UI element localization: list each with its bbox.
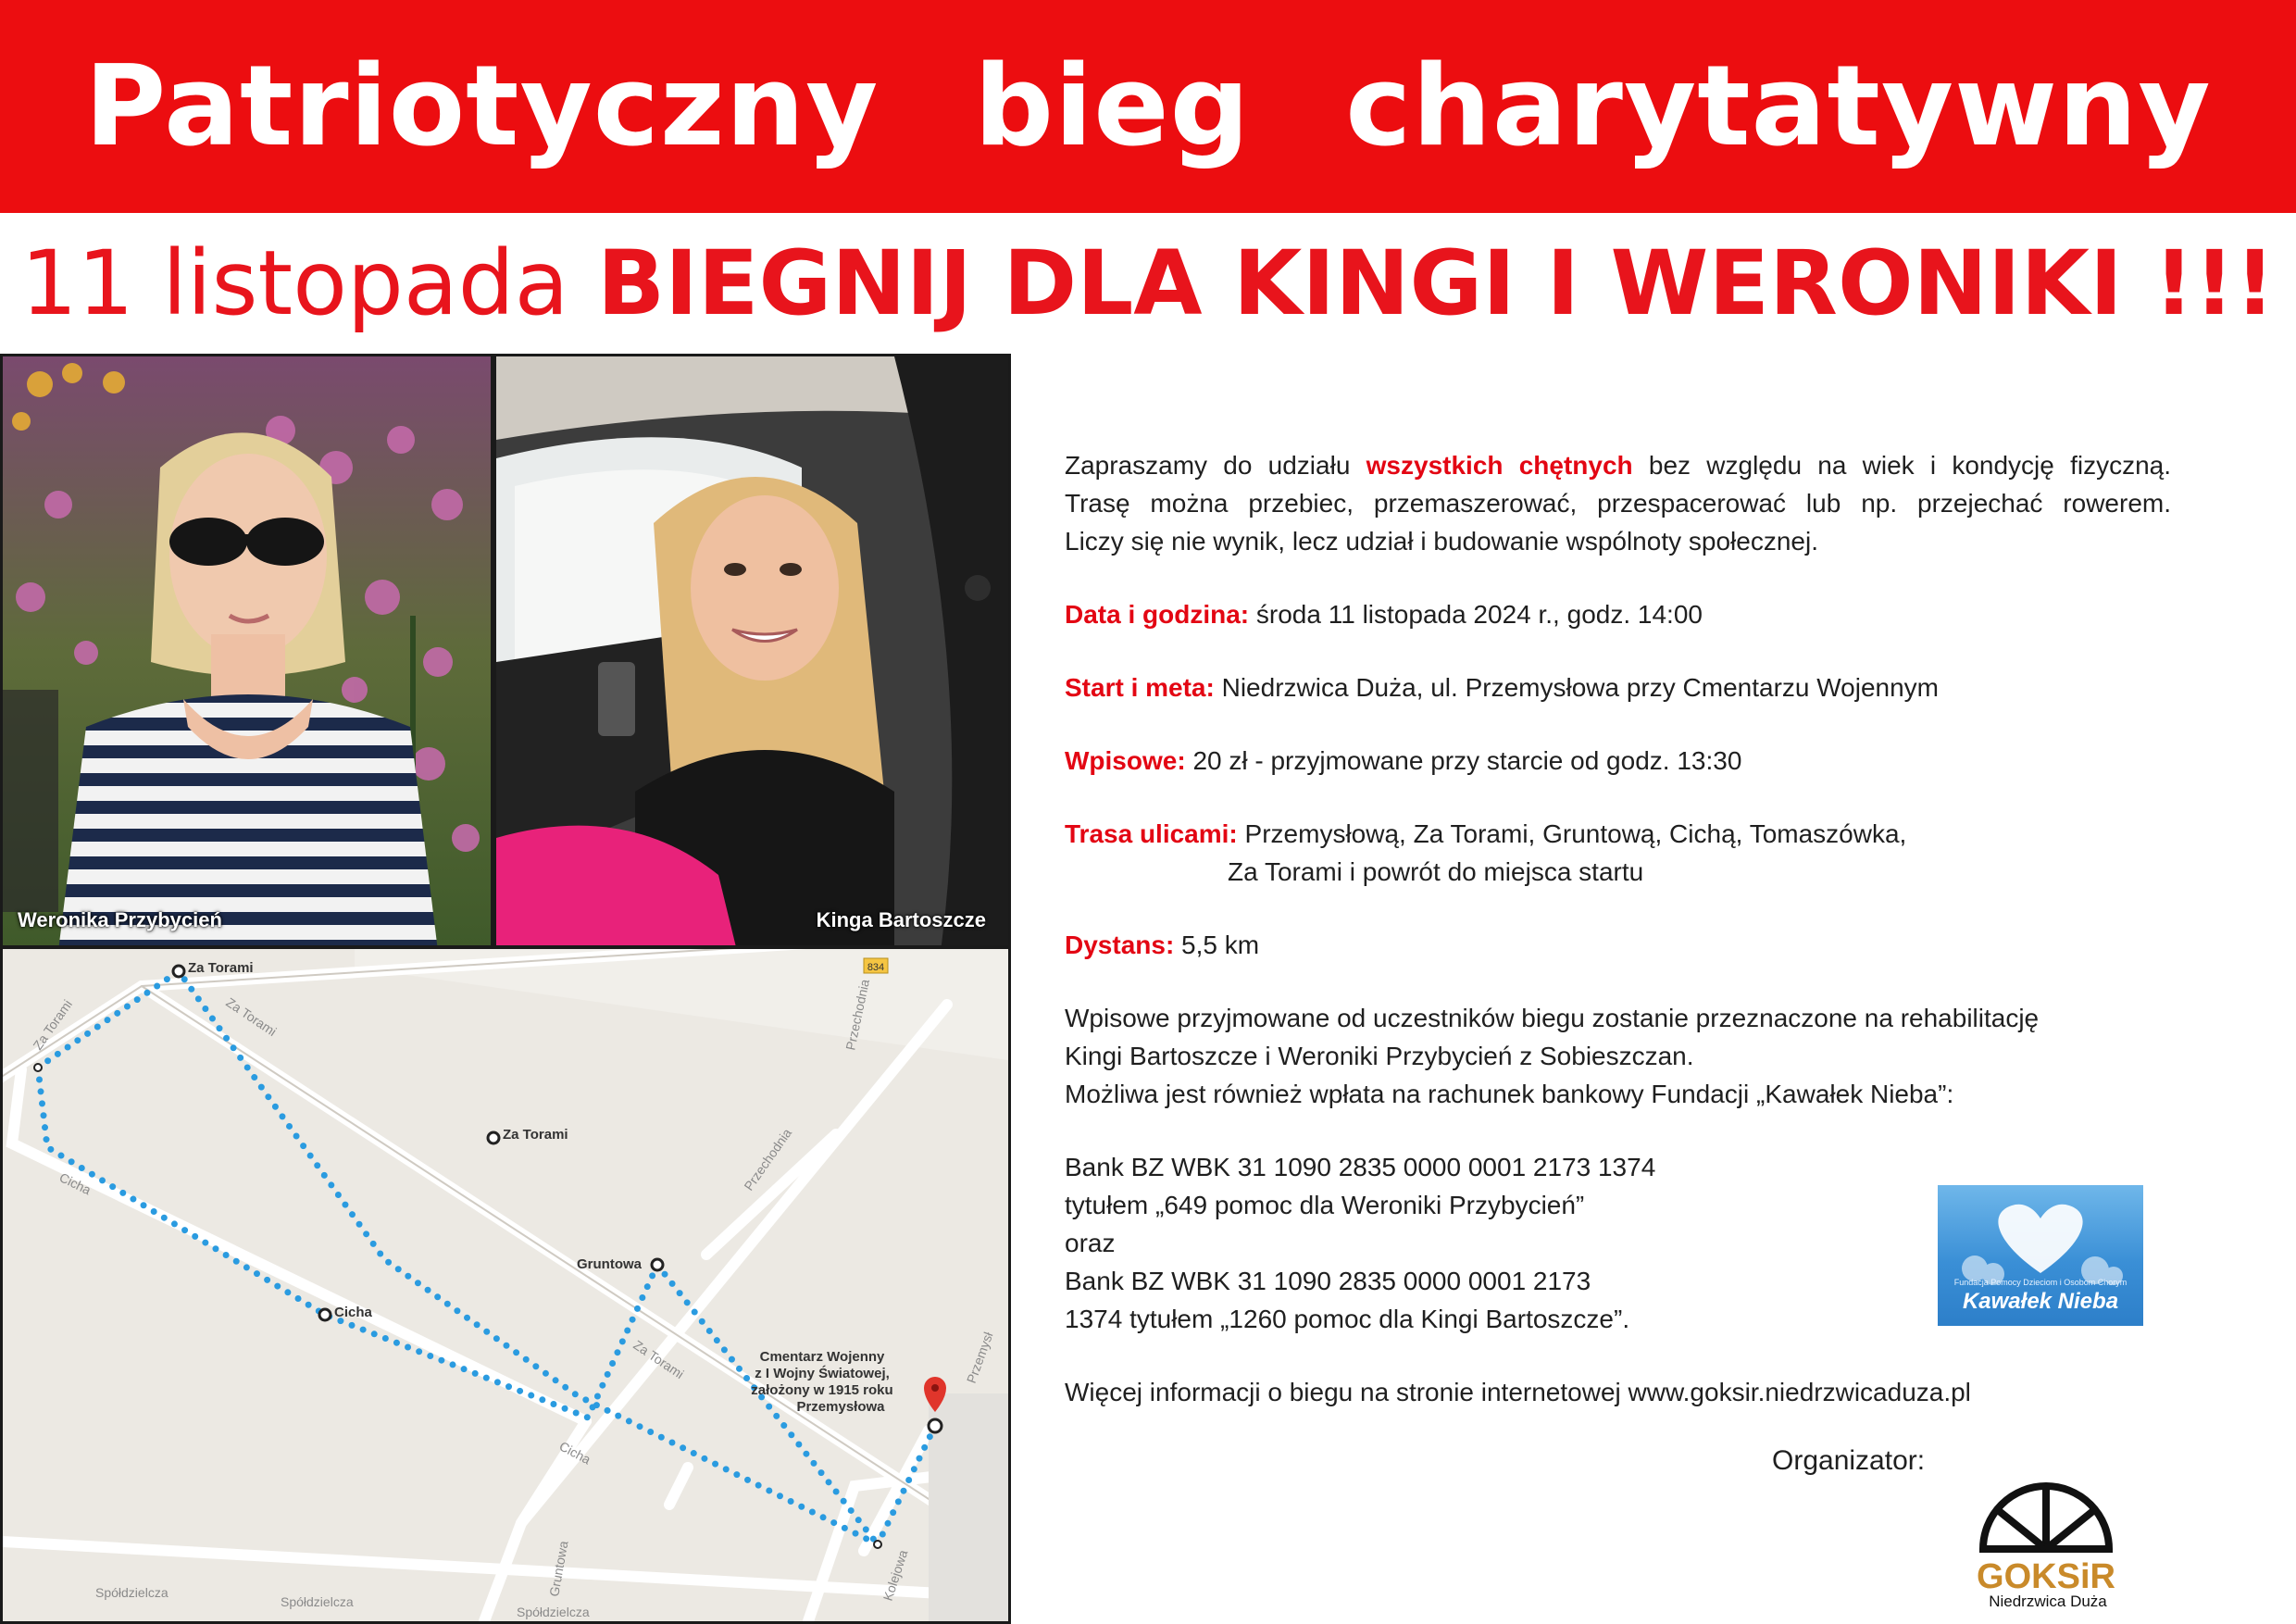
route-map	[0, 946, 1011, 1624]
waypoint-cicha	[319, 1309, 331, 1320]
date-row	[1065, 595, 2171, 633]
waypoint-gruntowa	[652, 1259, 663, 1270]
street-label-cicha-1: Cicha	[56, 1169, 94, 1198]
header-banner	[0, 0, 2296, 213]
fee-value: 20 zł - przyjmowane przy starcie od godz. 13:30	[1192, 746, 1742, 775]
street-label-gruntowa: Gruntowa	[546, 1539, 571, 1598]
route-row	[1065, 815, 2171, 853]
label-gruntowa: Gruntowa	[577, 1256, 642, 1272]
street-label-przechodnia-1: Przechodnia	[842, 978, 873, 1052]
kawalek-nieba-logo	[1938, 1185, 2143, 1326]
purpose-line-2: Kingi Bartoszcze i Weroniki Przybycień z Sobieszczan.	[1065, 1042, 1694, 1070]
intro-line-1	[1065, 446, 2171, 484]
fee-label: Wpisowe:	[1065, 746, 1186, 775]
street-label-cicha-2: Cicha	[556, 1438, 593, 1468]
label-za-torami-top: Za Torami	[188, 960, 254, 976]
kawalek-nieba-title: Kawałek Nieba	[1962, 1289, 2119, 1314]
cloud-heart-icon	[1938, 1185, 2143, 1287]
label-cemetery-line4: Przemysłowa	[796, 1399, 885, 1415]
distance-value: 5,5 km	[1181, 931, 1260, 959]
label-za-torami-mid: Za Torami	[503, 1127, 568, 1143]
label-cemetery-line3: założony w 1915 roku	[751, 1382, 893, 1398]
purpose-line-3: Możliwa jest również wpłata na rachunek bankowy Fundacji „Kawałek Nieba”:	[1065, 1080, 1954, 1108]
subtitle-call: BIEGNIJ DLA KINGI I WERONIKI !!!	[596, 231, 2276, 335]
goksir-city: Niedrzwica Duża	[1989, 1593, 2107, 1610]
street-label-za-torami-1: Za Torami	[30, 996, 76, 1053]
distance-label: Dystans:	[1065, 931, 1175, 959]
more-info: Więcej informacji o biegu na stronie internetowej www.goksir.niedrzwicaduza.pl	[1065, 1378, 1971, 1406]
organizer-label: Organizator:	[1772, 1445, 1926, 1476]
start-value: Niedrzwica Duża, ul. Przemysłowa przy Cmentarzu Wojennym	[1221, 673, 1939, 702]
start-row	[1065, 668, 2171, 706]
intro-highlight: wszystkich chętnych	[1366, 451, 1633, 480]
bank-title-1: tytułem „649 pomoc dla Weroniki Przybycień”	[1065, 1191, 1585, 1219]
photo-kinga-image	[496, 356, 1011, 948]
subtitle	[0, 231, 2296, 335]
intro-line-2: Trasę można przebiec, przemaszerować, przespacerować lub np. przejechać rowerem.	[1065, 489, 2171, 518]
kawalek-nieba-subtitle: Fundacja Pomocy Dzieciom i Osobom Chorym	[1953, 1278, 2128, 1287]
photo-kinga	[493, 354, 1011, 948]
street-label-przemyslowa-edge: Przemysł	[963, 1330, 996, 1386]
bank-title-2: 1374 tytułem „1260 pomoc dla Kingi Bartoszcze”.	[1065, 1305, 1630, 1333]
purpose-line-1: Wpisowe przyjmowane od uczestników biegu zostanie przeznaczone na rehabilitację	[1065, 1004, 2040, 1032]
date-label: Data i godzina:	[1065, 600, 1250, 629]
waypoint-za-torami-mid	[488, 1132, 499, 1143]
photo-caption-kinga: Kinga Bartoszcze	[816, 908, 986, 931]
label-cemetery-line2: z I Wojny Światowej,	[755, 1366, 890, 1381]
street-label-spoldzielcza-1: Spółdzielcza	[95, 1585, 168, 1600]
route-value-2: Za Torami i powrót do miejsca startu	[1228, 857, 1644, 886]
subtitle-date: 11 listopada	[20, 231, 569, 335]
label-cicha: Cicha	[334, 1305, 372, 1320]
route-map-image	[3, 949, 1008, 1621]
photo-weronika	[0, 354, 493, 948]
street-label-spoldzielcza-3: Spółdzielcza	[517, 1605, 590, 1619]
label-cemetery-line1: Cmentarz Wojenny	[759, 1349, 885, 1365]
route-value-1: Przemysłową, Za Torami, Gruntową, Cichą, Tomaszówka,	[1244, 819, 1907, 848]
goksir-wordmark: GOKSiR	[1977, 1557, 2115, 1596]
street-label-kolejowa: Kolejowa	[880, 1547, 911, 1603]
waypoint-za-torami-top	[173, 966, 184, 977]
street-label-spoldzielcza-2: Spółdzielcza	[281, 1594, 354, 1609]
intro-text-b: bez względu na wiek i kondycję fizyczną.	[1648, 451, 2172, 480]
fee-row	[1065, 742, 2171, 780]
goksir-logo	[1972, 1449, 2120, 1616]
date-value: środa 11 listopada 2024 r., godz. 14:00	[1255, 600, 1703, 629]
intro-text-a: Zapraszamy do udziału	[1065, 451, 1351, 480]
distance-row	[1065, 926, 2171, 964]
bank-account-1: Bank BZ WBK 31 1090 2835 0000 0001 2173 1374	[1065, 1153, 1656, 1181]
route-label: Trasa ulicami:	[1065, 819, 1238, 848]
page-title: Patriotyczny bieg charytatywny	[84, 42, 2212, 171]
bank-account-2: Bank BZ WBK 31 1090 2835 0000 0001 2173	[1065, 1267, 1591, 1295]
street-label-za-torami-2: Za Torami	[223, 994, 280, 1040]
start-label: Start i meta:	[1065, 673, 1215, 702]
photo-weronika-image	[3, 356, 493, 948]
street-label-przechodnia-2: Przechodnia	[741, 1125, 795, 1193]
intro-line-3: Liczy się nie wynik, lecz udział i budowanie wspólnoty społecznej.	[1065, 527, 1818, 556]
waypoint-finish	[929, 1419, 942, 1432]
street-label-za-torami-3: Za Torami	[630, 1337, 687, 1382]
bank-and: oraz	[1065, 1229, 1116, 1257]
photo-caption-weronika: Weronika Przybycień	[18, 908, 222, 931]
road-number: 834	[867, 962, 885, 973]
window-arch-icon	[1983, 1486, 2109, 1549]
